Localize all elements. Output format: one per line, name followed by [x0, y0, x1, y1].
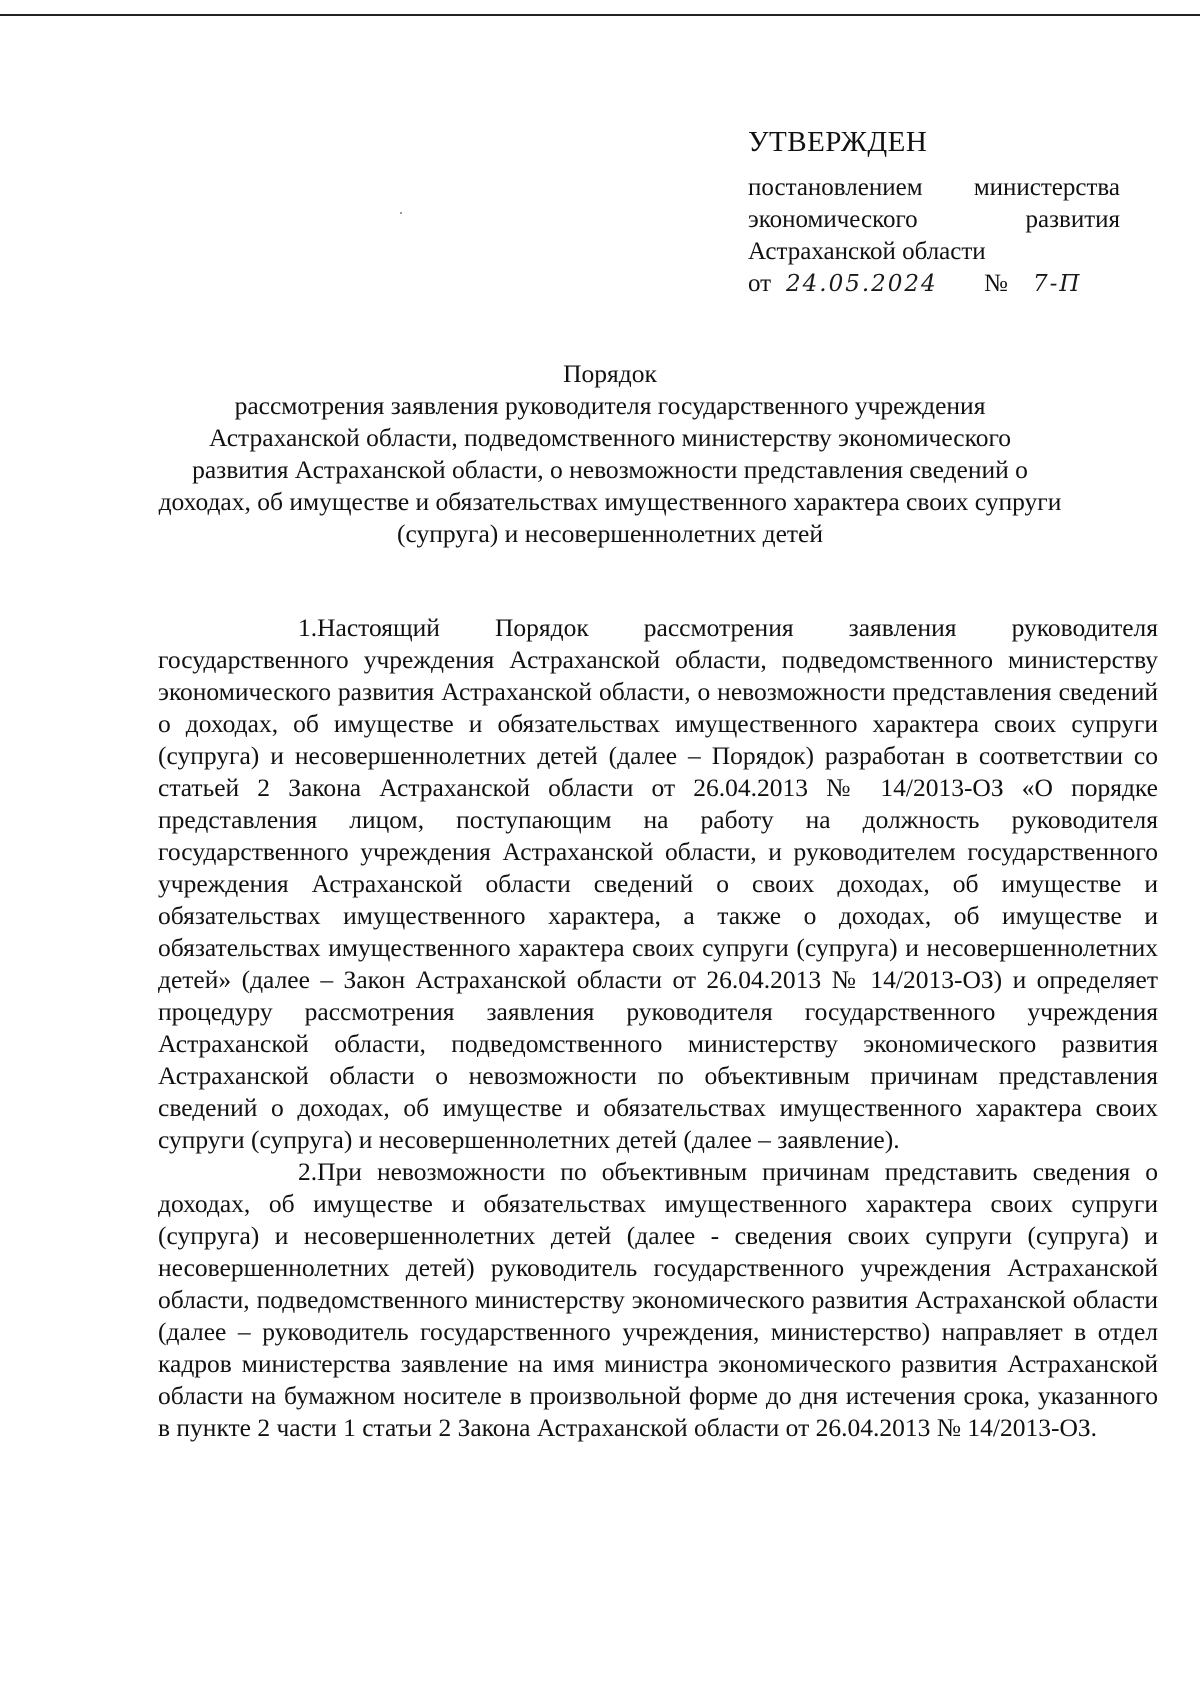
- scan-top-edge-line: [0, 14, 1200, 16]
- paragraph-2-number: 2.: [298, 1157, 318, 1186]
- document-title: Порядок: [563, 359, 657, 388]
- handwritten-date: 24.05.2024: [786, 271, 938, 297]
- handwritten-number: 7-П: [1033, 271, 1082, 297]
- document-subtitle: рассмотрения заявления руководителя государственного учреждения Астраханской области, подведомственного министерству экономического развития Астраханской области, о невозможности представления сведений о доходах, об имуществе и обязательствах имущественного характера своих супруги (супруга) и несовершеннолетних детей: [158, 391, 1062, 548]
- approval-title: УТВЕРЖДЕН: [748, 126, 928, 158]
- document-body: [158, 612, 1158, 1444]
- approval-stamp-block: [748, 124, 1120, 302]
- paragraph-2-text: При невозможности по объективным причинам представить сведения о доходах, об имуществе и обязательствах имущественного характера своих супруги (супруга) и несовершеннолетних детей (далее - сведения своих супруги (супруга) и несовершеннолетних детей) руководитель государственного учреждения Астраханской области, подведомственного министерству экономического развития Астраханской области (далее – руководитель государственного учреждения, министерство) направляет в отдел кадров министерства заявление на имя министра экономического развития Астраханской области на бумажном носителе в произвольной форме до дня истечения срока, указанного в пункте 2 части 1 статьи 2 Закона Астраханской области от 26.04.2013 № 14/2013-ОЗ.: [158, 1157, 1158, 1442]
- scan-speck: [400, 212, 402, 214]
- paragraph-1: [158, 612, 1158, 1156]
- paragraph-1-text: Настоящий Порядок рассмотрения заявления руководителя государственного учреждения Астраханской области, подведомственного министерству экономического развития Астраханской области, о невозможности представления сведений о доходах, об имуществе и обязательствах имущественного характера своих супруги (супруга) и несовершеннолетних детей (далее – Порядок) разработан в соответствии со статьей 2 Закона Астраханской области от 26.04.2013 № 14/2013-ОЗ «О порядке представления лицом, поступающим на работу на должность руководителя государственного учреждения Астраханской области, и руководителем государственного учреждения Астраханской области сведений о своих доходах, об имуществе и обязательствах имущественного характера, а также о доходах, об имуществе и обязательствах имущественного характера своих супруги (супруга) и несовершеннолетних детей» (далее – Закон Астраханской области от 26.04.2013 № 14/2013-ОЗ) и определяет процедуру рассмотрения заявления руководителя государственного учреждения Астраханской области, подведомственного министерству экономического развития Астраханской области о невозможности по объективным причинам представления сведений о доходах, об имуществе и обязательствах имущественного характера своих супруги (супруга) и несовершеннолетних детей (далее – заявление).: [158, 613, 1158, 1154]
- number-sign: №: [984, 270, 1008, 297]
- paragraph-1-number: 1.: [298, 613, 318, 642]
- paragraph-2: [158, 1156, 1158, 1444]
- approval-date-row: [748, 268, 1120, 302]
- date-prefix: от: [748, 270, 772, 297]
- approval-line-3: Астраханской области: [748, 238, 986, 265]
- document-heading: [158, 358, 1062, 550]
- approval-line-2: экономического развития: [748, 206, 1120, 233]
- approval-line-1: постановлением министерства: [748, 174, 1120, 201]
